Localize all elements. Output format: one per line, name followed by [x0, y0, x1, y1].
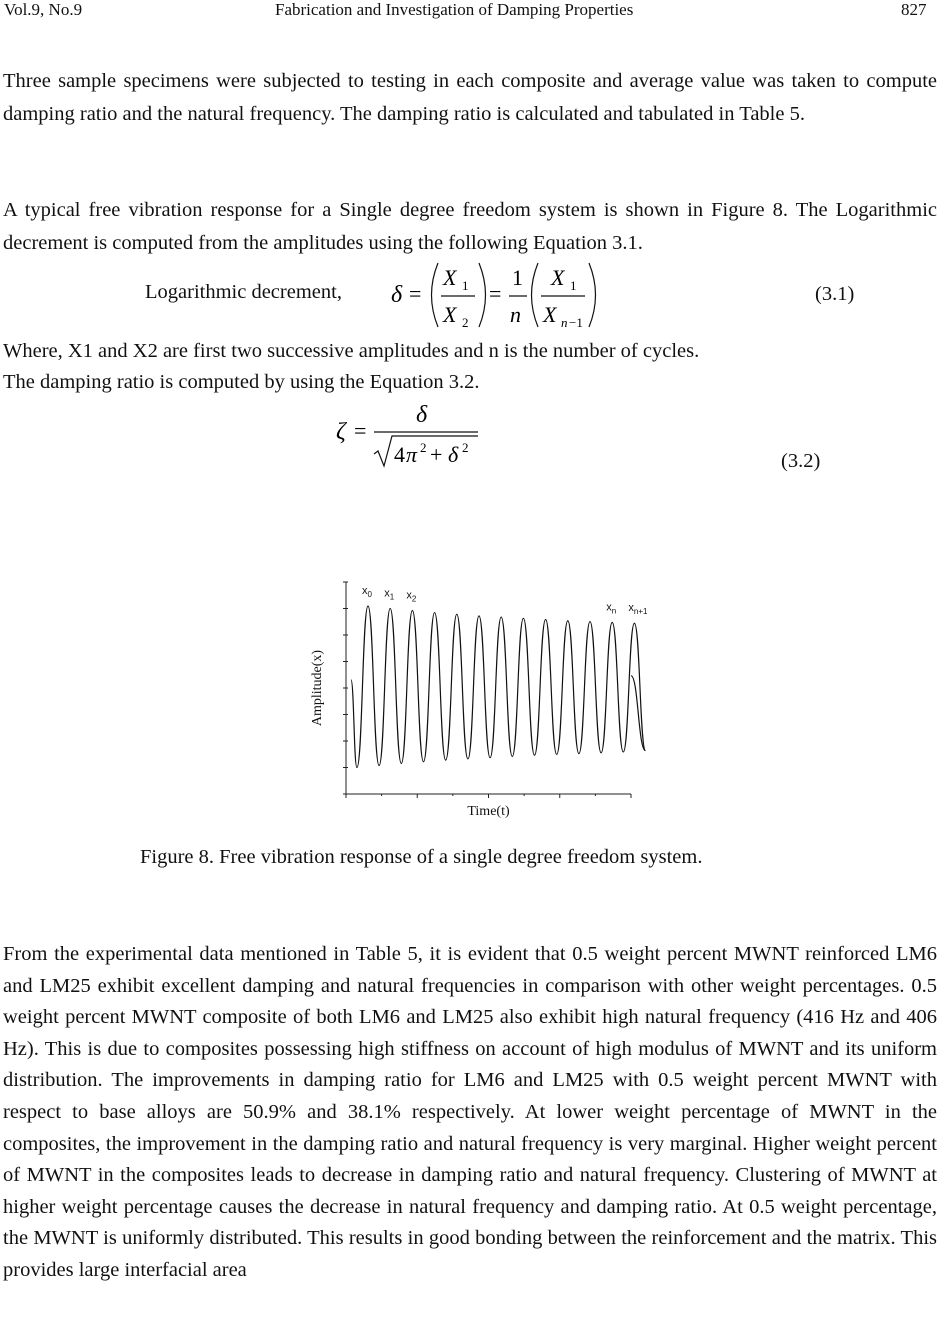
x-axis-label: Time(t)	[467, 804, 510, 819]
svg-text:X: X	[551, 265, 565, 290]
svg-text:n: n	[510, 302, 521, 327]
svg-text:1: 1	[462, 278, 469, 293]
figure-caption: Figure 8. Free vibration response of a single degree freedom system.	[140, 846, 703, 868]
equation-3-2	[330, 398, 490, 473]
peak-label-subscript: n	[611, 606, 617, 616]
paragraph-testing: Three sample specimens were subjected to testing in each composite and average value was taken to compute damping ratio and the natural frequency. The damping ratio is calculated and tabulated in Table 5.	[3, 70, 937, 125]
peak-label: $x_0$	[362, 585, 372, 599]
peak-label-subscript: 1	[389, 592, 395, 602]
peak-label: $x_{n+1}$	[628, 602, 648, 617]
svg-text:−1: −1	[569, 315, 583, 330]
svg-text:δ: δ	[416, 402, 428, 428]
svg-text:1: 1	[570, 278, 577, 293]
svg-text:2: 2	[420, 440, 427, 455]
where-line: Where, X1 and X2 are first two successive amplitudes and n is the number of cycles.	[3, 340, 700, 362]
svg-text:X: X	[443, 302, 457, 327]
equation-3-2-number: (3.2)	[781, 450, 821, 472]
svg-text:ζ: ζ	[336, 419, 346, 445]
svg-text:X: X	[443, 265, 457, 290]
svg-text:=: =	[354, 418, 367, 443]
header-title: Fabrication and Investigation of Damping Properties	[275, 0, 634, 19]
svg-text:δ: δ	[448, 442, 459, 467]
svg-text:=: =	[489, 281, 502, 306]
paragraph-free-vibration: A typical free vibration response for a Single degree freedom system is shown in Figure 8. The Logarithmic decrement is computed from the amplitudes using the following Equation 3.1.	[3, 199, 937, 254]
header-volume: Vol.9, No.9	[4, 0, 83, 19]
peak-label: $x_1$	[384, 587, 395, 602]
svg-text:=: =	[409, 281, 422, 306]
equation-3-1	[385, 255, 615, 335]
svg-text:n: n	[561, 315, 568, 330]
peak-label-subscript: 0	[367, 590, 372, 599]
equation-3-1-label: Logarithmic decrement,	[145, 281, 342, 303]
damping-ratio-intro: The damping ratio is computed by using the Equation 3.2.	[3, 371, 480, 393]
peak-label-subscript: n+1	[633, 607, 648, 617]
peak-label-subscript: 2	[411, 594, 417, 604]
svg-text:π: π	[406, 442, 418, 467]
paragraph-results: From the experimental data mentioned in Table 5, it is evident that 0.5 weight percent MWNT reinforced LM6 and LM25 exhibit excellent damping and natural frequencies in comparison with other weight percentages. 0.5 weight percent MWNT composite of both LM6 and LM25 also exhibit high natural frequency (416 Hz and 406 Hz). This is due to composites possessing high stiffness on account of high modulus of MWNT and its uniform distribution. The improvements in damping ratio for LM6 and LM25 with 0.5 weight percent MWNT with respect to base alloys are 50.9% and 38.1% respectively. At lower weight percentage of MWNT in the composites, the improvement in the damping ratio and natural frequency is very marginal. Higher weight percent of MWNT in the composites leads to decrease in damping ratio and natural frequency. Clustering of MWNT at higher weight percentage causes the decrease in natural frequency and damping ratio. At 0.5 weight percentage, the MWNT is uniformly distributed. This results in good bonding between the reinforcement and the matrix. This provides large interfacial area	[3, 943, 937, 1281]
svg-text:+: +	[430, 442, 443, 467]
header-page-number: 827	[901, 0, 927, 19]
peak-label: $x_2$	[406, 589, 417, 604]
peak-label: $x_n$	[606, 601, 617, 616]
y-axis-label: Amplitude(x)	[310, 649, 325, 727]
free-vibration-chart	[300, 570, 648, 825]
svg-text:2: 2	[462, 440, 469, 455]
svg-text:1: 1	[512, 265, 523, 290]
series-line	[351, 606, 646, 768]
svg-text:4: 4	[394, 442, 405, 467]
svg-text:δ: δ	[391, 282, 403, 308]
equation-3-1-number: (3.1)	[815, 283, 855, 305]
svg-text:2: 2	[462, 315, 469, 330]
svg-text:X: X	[543, 302, 557, 327]
